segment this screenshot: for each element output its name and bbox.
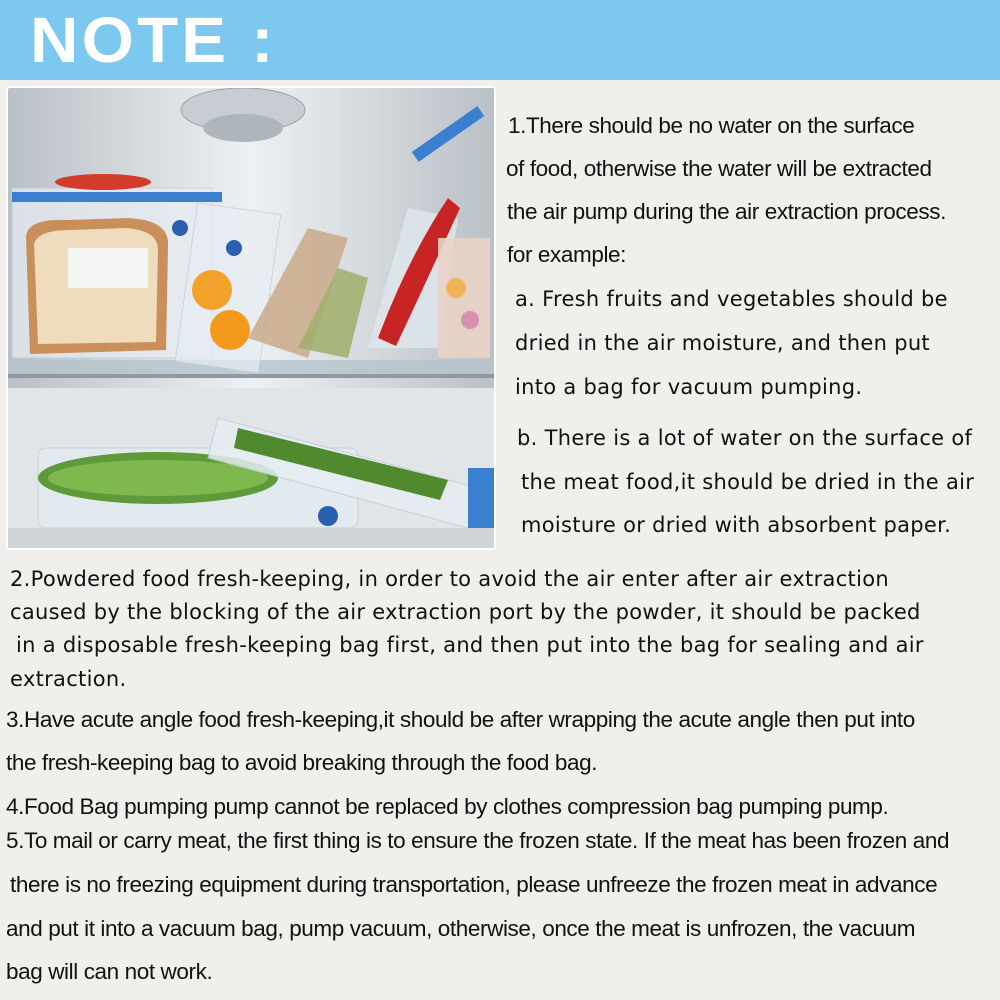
note1-a-line2: dried in the air moisture, and then put xyxy=(515,331,930,355)
fridge-illustration xyxy=(8,88,494,548)
note1-b-line3: moisture or dried with absorbent paper. xyxy=(521,513,952,537)
note3-line1: 3.Have acute angle food fresh-keeping,it should be after wrapping the acute angle then put into xyxy=(6,707,915,732)
note1-a-line3: into a bag for vacuum pumping. xyxy=(515,375,863,399)
page-title: NOTE : xyxy=(30,4,277,76)
note5-line2: there is no freezing equipment during transportation, please unfreeze the frozen meat in advance xyxy=(10,872,938,897)
note2-line4: extraction. xyxy=(10,667,127,691)
note1-a-line1: a. Fresh fruits and vegetables should be xyxy=(515,287,948,311)
note5-line3: and put it into a vacuum bag, pump vacuum, otherwise, once the meat is unfrozen, the vacuum xyxy=(6,916,916,941)
note2-line2: caused by the blocking of the air extraction port by the powder, it should be packed xyxy=(10,600,921,624)
note1-line3: the air pump during the air extraction process. xyxy=(507,199,946,224)
note1-line4: for example: xyxy=(507,242,627,267)
note3-line2: the fresh-keeping bag to avoid breaking through the food bag. xyxy=(6,750,598,775)
note2-line1: 2.Powdered food fresh-keeping, in order to avoid the air enter after air extraction xyxy=(10,567,889,591)
header-banner xyxy=(0,0,1000,80)
note4-line1: 4.Food Bag pumping pump cannot be replaced by clothes compression bag pumping pump. xyxy=(6,794,889,819)
fridge-photo xyxy=(6,86,496,550)
note2-line3: in a disposable fresh-keeping bag first, and then put into the bag for sealing and air xyxy=(16,633,924,657)
note5-line4: bag will can not work. xyxy=(6,959,213,984)
note1-b-line2: the meat food,it should be dried in the air xyxy=(521,470,975,494)
note5-line1: 5.To mail or carry meat, the first thing is to ensure the frozen state. If the meat has been frozen and xyxy=(6,828,950,853)
note1-line2: of food, otherwise the water will be extracted xyxy=(506,156,932,181)
note1-line1: 1.There should be no water on the surface xyxy=(508,113,915,138)
note1-b-line1: b. There is a lot of water on the surface of xyxy=(517,426,973,450)
